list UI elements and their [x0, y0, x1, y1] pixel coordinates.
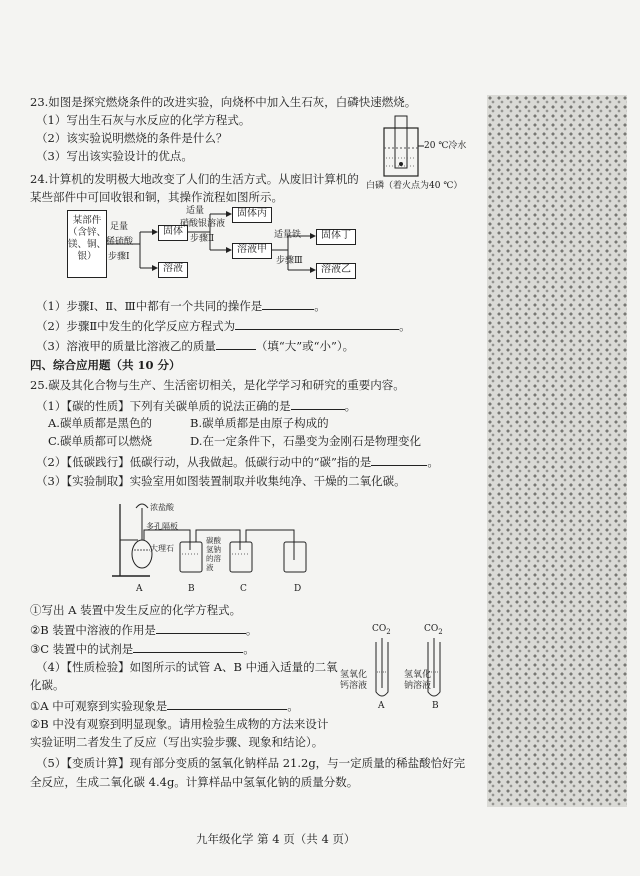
- flow-solution-jia-box: 溶液甲: [232, 243, 272, 259]
- q23-part2: （2）该实验说明燃烧的条件是什么？: [36, 131, 228, 145]
- answer-blank[interactable]: [235, 318, 399, 330]
- answer-blank[interactable]: [262, 298, 314, 310]
- flow-solution-yi-box: 溶液乙: [316, 263, 356, 279]
- q25-option-b: B.碳单质都是由原子构成的: [190, 416, 329, 430]
- answer-blank[interactable]: [167, 698, 287, 710]
- flow-arrows: [60, 204, 380, 294]
- page-footer: 九年级化学 第 4 页（共 4 页）: [196, 832, 356, 846]
- q23-part1: （1）写出生石灰与水反应的化学方程式。: [36, 113, 251, 127]
- apparatus-acid-label: 浓盐酸: [150, 503, 174, 512]
- flow-solution-box: 溶液: [158, 262, 188, 278]
- answer-blank[interactable]: [216, 338, 256, 350]
- flow-step3-top: 适量铁: [274, 230, 302, 240]
- q25-part4-line2: 化碳。: [30, 678, 65, 692]
- q25-part1: （1）【碳的性质】下列有关碳单质的说法正确的是 。: [36, 399, 357, 413]
- flow-start-box: 某部件（含锌、镁、铜、银）: [67, 210, 107, 278]
- answer-blank[interactable]: [156, 622, 246, 634]
- answer-blank[interactable]: [133, 641, 243, 653]
- flow-solid-ding-box: 固体丁: [316, 229, 356, 245]
- q25-sub3: ③C 装置中的试剂是 。: [30, 642, 255, 656]
- answer-blank[interactable]: [291, 398, 345, 410]
- q24-stem-line2: 某些部件中可回收银和铜，其操作流程如图所示。: [30, 190, 283, 204]
- tube-a-gas-label: $CO_2$: [372, 624, 391, 636]
- beaker-caption: 白磷（着火点为40 ℃）: [366, 181, 463, 191]
- flow-step2-mid: 硝酸银溶液: [180, 219, 226, 229]
- q23-stem: 23.如图是探究燃烧条件的改进实验，向烧杯中加入生石灰，白磷快速燃烧。: [30, 95, 417, 109]
- q25-part3: （3）【实验制取】实验室用如图装置制取并收集纯净、干燥的二氧化碳。: [36, 474, 406, 488]
- apparatus-b-solution-label: 碳酸氢钠的溶液: [206, 536, 221, 572]
- beaker-figure: [378, 112, 488, 192]
- q25-part4-sub2-line2: 实验证明二者发生了反应（写出实验步骤、现象和结论）。: [30, 735, 324, 749]
- tube-label-a: A: [378, 701, 385, 711]
- scan-margin-pattern: [487, 95, 627, 807]
- q23-part3: （3）写出该实验设计的优点。: [36, 149, 193, 163]
- apparatus-label-c: C: [240, 584, 247, 594]
- flow-step3-bot: 步骤Ⅲ: [276, 256, 303, 266]
- q25-part4-line1: （4）【性质检验】如图所示的试管 A、B 中通入适量的二氧: [36, 660, 338, 674]
- tube-b-liquid-label: 氢氧化钠溶液: [404, 670, 432, 691]
- q24-part2: （2）步骤Ⅱ中发生的化学反应方程式为 。: [36, 319, 411, 333]
- answer-blank[interactable]: [371, 454, 427, 466]
- tube-a-liquid-label: 氢氧化钙溶液: [340, 670, 368, 691]
- q25-sub1: ①写出 A 装置中发生反应的化学方程式。: [30, 603, 242, 617]
- flow-step1-top: 足量: [110, 222, 129, 232]
- q25-part5-line1: （5）【变质计算】现有部分变质的氢氧化钠样品 21.2g，与一定质量的稀盐酸恰好完: [36, 756, 466, 770]
- q25-part4-sub2-line1: ②B 中没有观察到明显现象。请用检验生成物的方法来设计: [30, 717, 329, 731]
- flow-step1-mid: 稀硫酸: [106, 237, 134, 247]
- q24-stem-line1: 24.计算机的发明极大地改变了人们的生活方式。从废旧计算机的: [30, 172, 359, 186]
- tube-b-gas-label: $CO_2$: [424, 624, 443, 636]
- flow-solid-box: 固体: [158, 225, 188, 241]
- apparatus-plate-label: 多孔隔板: [146, 522, 178, 531]
- beaker-water-label: 20 ℃冷水: [424, 141, 467, 151]
- flow-step2-top: 适量: [186, 206, 205, 216]
- q25-stem: 25.碳及其化合物与生产、生活密切相关，是化学学习和研究的重要内容。: [30, 378, 405, 392]
- q25-option-c: C.碳单质都可以燃烧: [48, 434, 153, 448]
- q25-part4-sub1: ①A 中可观察到实验现象是 。: [30, 699, 299, 713]
- q24-part1: （1）步骤Ⅰ、Ⅱ、Ⅲ中都有一个共同的操作是 。: [36, 299, 326, 313]
- section4-heading: 四、综合应用题（共 10 分）: [30, 358, 181, 372]
- flow-step2-bot: 步骤Ⅱ: [190, 234, 215, 244]
- apparatus-stone-label: 大理石: [150, 544, 174, 553]
- apparatus-label-a: A: [136, 584, 143, 594]
- q25-option-a: A.碳单质都是黑色的: [48, 416, 152, 430]
- q25-part2: （2）【低碳践行】低碳行动，从我做起。低碳行动中的“碳”指的是 。: [36, 455, 439, 469]
- q24-part3: （3）溶液甲的质量比溶液乙的质量 （填“大”或“小”）。: [36, 339, 355, 353]
- apparatus-label-b: B: [188, 584, 195, 594]
- tube-label-b: B: [432, 701, 439, 711]
- flow-step1-bot: 步骤Ⅰ: [108, 252, 130, 262]
- flow-solid-bing-box: 固体丙: [232, 207, 272, 223]
- q25-sub2: ②B 装置中溶液的作用是 。: [30, 623, 258, 637]
- apparatus-label-d: D: [294, 584, 302, 594]
- q25-option-d: D.在一定条件下，石墨变为金刚石是物理变化: [190, 434, 421, 448]
- q25-part5-line2: 全反应，生成二氧化碳 4.4g。计算样品中氢氧化钠的质量分数。: [30, 775, 359, 789]
